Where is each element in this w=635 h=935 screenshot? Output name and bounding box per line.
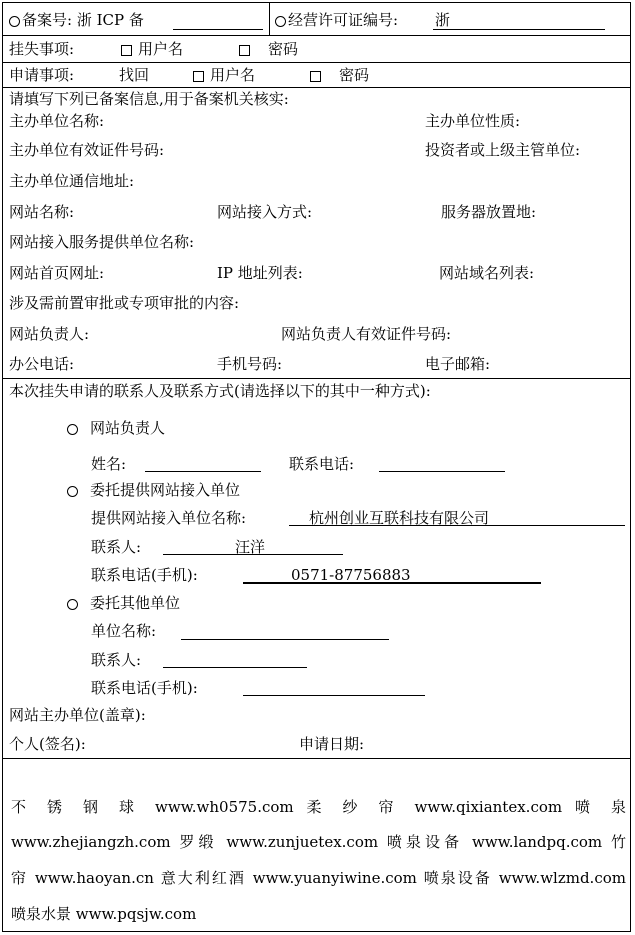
other-mobile-label: 联系电话(手机): [91,679,198,697]
site-name-label: 网站名称: [9,203,75,221]
investor-label: 投资者或上级主管单位: [425,141,581,159]
radio-circle-icon[interactable] [67,486,78,497]
ip-list-label: IP 地址列表: [217,264,303,282]
org-name-label: 主办单位名称: [9,112,105,130]
homepage-label: 网站首页网址: [9,264,105,282]
footer-line-1: 不 锈 钢 球 www.wh0575.com 柔 纱 帘 www.qixiantex.com 喷 泉 [11,798,626,816]
provider-name-value: 杭州创业互联科技有限公司 [309,509,490,527]
loss-option-password[interactable]: 密码 [239,40,298,58]
owner-name-label: 姓名: [91,455,127,473]
filing-loss-form [2,2,631,932]
access-provider-label: 网站接入服务提供单位名称: [9,233,195,251]
loss-item-label: 挂失事项: [9,40,75,58]
apply-date-label: 申请日期: [299,735,365,753]
license-number-label: 经营许可证编号: [288,11,399,29]
contact-option-other[interactable]: 委托其他单位 [67,594,180,612]
access-mode-label: 网站接入方式: [217,203,313,221]
license-number-row [275,11,398,29]
personal-sign-label: 个人(签名): [9,735,86,753]
row-divider [3,87,630,88]
apply-option-username[interactable]: 用户名 [193,66,255,84]
radio-circle-icon[interactable] [67,424,78,435]
provider-contact-value: 汪洋 [235,538,266,556]
contact-option-owner[interactable]: 网站负责人 [67,419,165,437]
provider-contact-label: 联系人: [91,538,142,556]
header-divider [269,3,270,35]
footer-line-3: 帘 www.haoyan.cn 意大利红酒 www.yuanyiwine.com 喷泉设备 www.wlzmd.com [11,869,626,887]
seal-label: 网站主办单位(盖章): [9,706,146,724]
radio-circle-icon[interactable] [9,16,20,27]
contact-option-provider[interactable]: 委托提供网站接入单位 [67,481,240,499]
row-divider [3,758,630,759]
other-contact-label: 联系人: [91,651,142,669]
email-label: 电子邮箱: [425,355,491,373]
org-cert-label: 主办单位有效证件号码: [9,141,165,159]
radio-circle-icon[interactable] [67,599,78,610]
provider-name-label: 提供网站接入单位名称: [91,509,247,527]
provider-mobile-label: 联系电话(手机): [91,566,198,584]
site-owner-label: 网站负责人: [9,325,90,343]
loss-option-username[interactable]: 用户名 [121,40,183,58]
apply-option-password[interactable]: 密码 [310,66,369,84]
office-phone-label: 办公电话: [9,355,75,373]
apply-item-label: 申请事项: [9,66,75,84]
radio-circle-icon[interactable] [275,16,286,27]
provider-name-field[interactable] [289,525,625,526]
footer-line-2: www.zhejiangzh.com 罗缎 www.zunjuetex.com 喷泉设备 www.landpq.com 竹 [11,833,626,851]
owner-cert-label: 网站负责人有效证件号码: [281,325,452,343]
owner-phone-label: 联系电话: [289,455,355,473]
pre-approval-label: 涉及需前置审批或专项审批的内容: [9,294,240,312]
provider-mobile-value: 0571-87756883 [291,566,411,584]
checkbox-icon[interactable] [310,71,321,82]
contact-intro: 本次挂失申请的联系人及联系方式(请选择以下的其中一种方式): [9,382,431,400]
org-address-label: 主办单位通信地址: [9,172,135,190]
other-unit-field[interactable] [181,639,389,640]
domain-list-label: 网站域名列表: [439,264,535,282]
checkbox-icon[interactable] [239,45,250,56]
owner-name-field[interactable] [145,471,261,472]
other-unit-label: 单位名称: [91,622,157,640]
record-number-label: 备案号: 浙 ICP 备 [22,11,144,29]
owner-phone-field[interactable] [379,471,505,472]
checkbox-icon[interactable] [193,71,204,82]
license-prefix: 浙 [435,11,451,29]
server-location-label: 服务器放置地: [441,203,537,221]
row-divider [3,378,630,379]
row-divider [3,62,630,63]
apply-retrieve: 找回 [119,66,150,84]
record-number-field[interactable] [173,29,263,30]
org-nature-label: 主办单位性质: [425,112,521,130]
row-divider [3,35,630,36]
other-contact-field[interactable] [163,667,307,668]
record-number-row [9,11,144,29]
checkbox-icon[interactable] [121,45,132,56]
provider-contact-field[interactable] [163,554,343,555]
other-mobile-field[interactable] [243,695,425,696]
footer-line-4: 喷泉水景 www.pqsjw.com [11,905,197,923]
provider-mobile-field[interactable] [243,582,541,584]
mobile-label: 手机号码: [217,355,283,373]
license-number-field[interactable] [433,29,605,30]
info-intro: 请填写下列已备案信息,用于备案机关核实: [9,90,289,108]
